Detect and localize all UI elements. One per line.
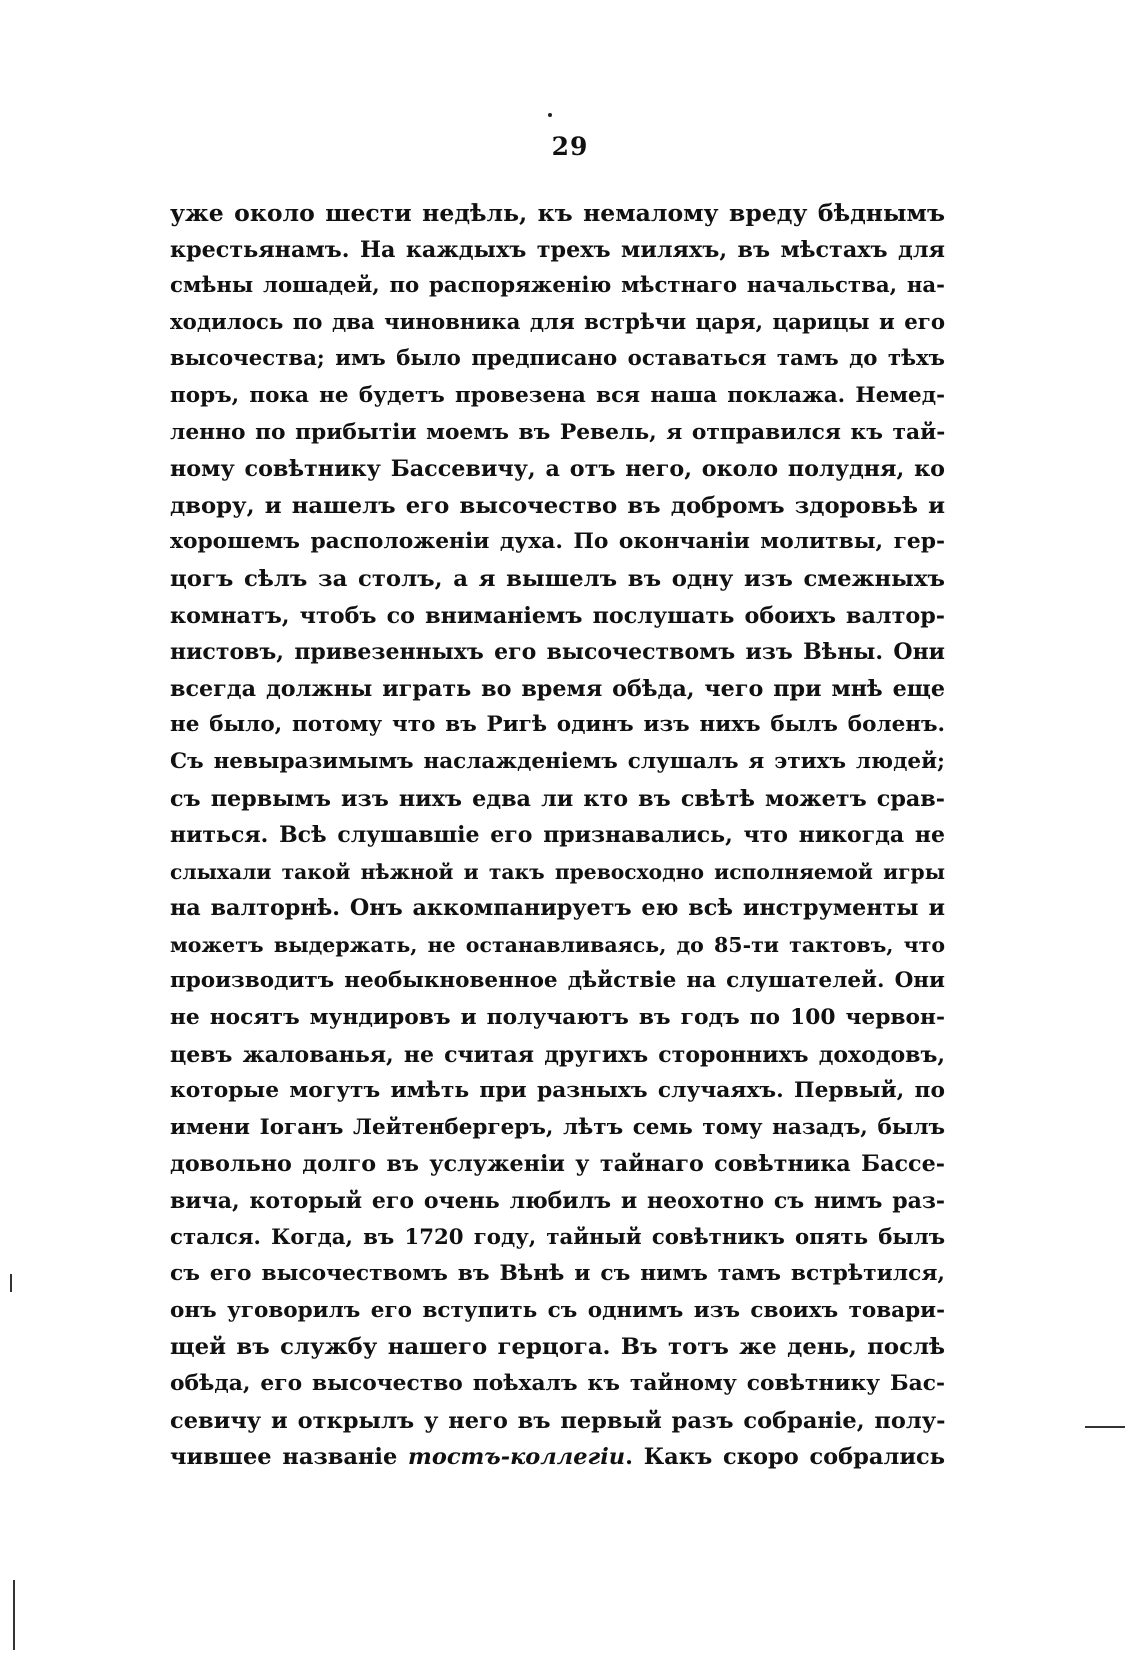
text-line: которые могутъ имѣть при разныхъ случаяхъ. Первый, по: [170, 1078, 945, 1104]
text-line: хорошемъ расположеніи духа. По окончаніи молитвы, гер-: [170, 529, 945, 555]
text-segment: . Какъ скоро собрались: [625, 1444, 945, 1471]
text-line: всегда должны играть во время обѣда, чего при мнѣ еще: [170, 675, 945, 702]
text-line: цогъ сѣлъ за столъ, а я вышелъ въ одну изъ смежныхъ: [170, 565, 945, 592]
text-line: Съ невыразимымъ наслажденіемъ слушалъ я этихъ людей;: [170, 748, 945, 774]
text-line: крестьянамъ. На каждыхъ трехъ миляхъ, въ мѣстахъ для: [170, 236, 945, 263]
margin-mark-left-2: [13, 1580, 15, 1650]
text-line: комнатъ, чтобъ со вниманіемъ послушать обоихъ валтор-: [170, 602, 945, 629]
text-line: нистовъ, привезенныхъ его высочествомъ изъ Вѣны. Они: [170, 639, 945, 666]
text-line: поръ, пока не будетъ провезена вся наша поклажа. Немед-: [170, 382, 945, 408]
italic-term: тостъ-коллегіи: [408, 1444, 626, 1471]
ink-speck: [548, 113, 552, 117]
text-line: не было, потому что въ Ригѣ одинъ изъ нихъ былъ боленъ.: [170, 712, 945, 738]
text-line: стался. Когда, въ 1720 году, тайный совѣтникъ опять былъ: [170, 1224, 945, 1250]
text-line: обѣда, его высочество поѣхалъ къ тайному совѣтнику Бас-: [170, 1371, 945, 1396]
margin-mark-left-1: [10, 1274, 12, 1292]
text-line: имени Іоганъ Лейтенбергеръ, лѣтъ семь тому назадъ, былъ: [170, 1114, 945, 1140]
text-line: [170, 1439, 945, 1476]
text-line: слыхали такой нѣжной и такъ превосходно исполняемой игры: [170, 859, 945, 884]
text-line: ходилось по два чиновника для встрѣчи царя, царицы и его: [170, 309, 945, 335]
body-text: [170, 195, 945, 1476]
page-number: 29: [551, 132, 589, 161]
text-line: ленно по прибытіи моемъ въ Ревель, я отправился къ тай-: [170, 419, 946, 445]
text-line: щей въ службу нашего герцога. Въ тотъ же день, послѣ: [170, 1334, 945, 1361]
text-line: уже около шести недѣль, къ немалому вреду бѣднымъ: [170, 199, 945, 227]
text-line: довольно долго въ услуженіи у тайнаго совѣтника Бассе-: [170, 1151, 945, 1178]
text-line: не носятъ мундировъ и получаютъ въ годъ по 100 червон-: [170, 1005, 945, 1031]
margin-mark-right: [1085, 1426, 1125, 1428]
text-line: съ его высочествомъ въ Вѣнѣ и съ нимъ тамъ встрѣтился,: [170, 1261, 945, 1287]
text-line: смѣны лошадей, по распоряженію мѣстнаго начальства, на-: [170, 273, 945, 299]
text-line: вича, который его очень любилъ и неохотно съ нимъ раз-: [170, 1188, 945, 1215]
text-line: на валторнѣ. Онъ аккомпанируетъ ею всѣ инструменты и: [170, 895, 945, 922]
text-line: ному совѣтнику Бассевичу, а отъ него, около полудня, ко: [170, 456, 945, 483]
text-line: двору, и нашелъ его высочество въ добромъ здоровьѣ и: [170, 492, 945, 519]
text-line: севичу и открылъ у него въ первый разъ собраніе, полу-: [170, 1407, 946, 1434]
text-line: онъ уговорилъ его вступить съ однимъ изъ своихъ товари-: [170, 1297, 945, 1323]
text-line: цевъ жалованья, не считая другихъ стороннихъ доходовъ,: [170, 1041, 945, 1068]
text-line: можетъ выдержать, не останавливаясь, до 85-ти тактовъ, что: [170, 932, 945, 957]
text-segment: чившее названіе: [170, 1444, 409, 1471]
text-line: ниться. Всѣ слушавшіе его признавались, что никогда не: [170, 822, 945, 849]
text-line: производитъ необыкновенное дѣйствіе на слушателей. Они: [170, 968, 945, 994]
text-line: съ первымъ изъ нихъ едва ли кто въ свѣтѣ можетъ срав-: [170, 785, 945, 812]
text-line: высочества; имъ было предписано оставаться тамъ до тѣхъ: [170, 346, 945, 372]
